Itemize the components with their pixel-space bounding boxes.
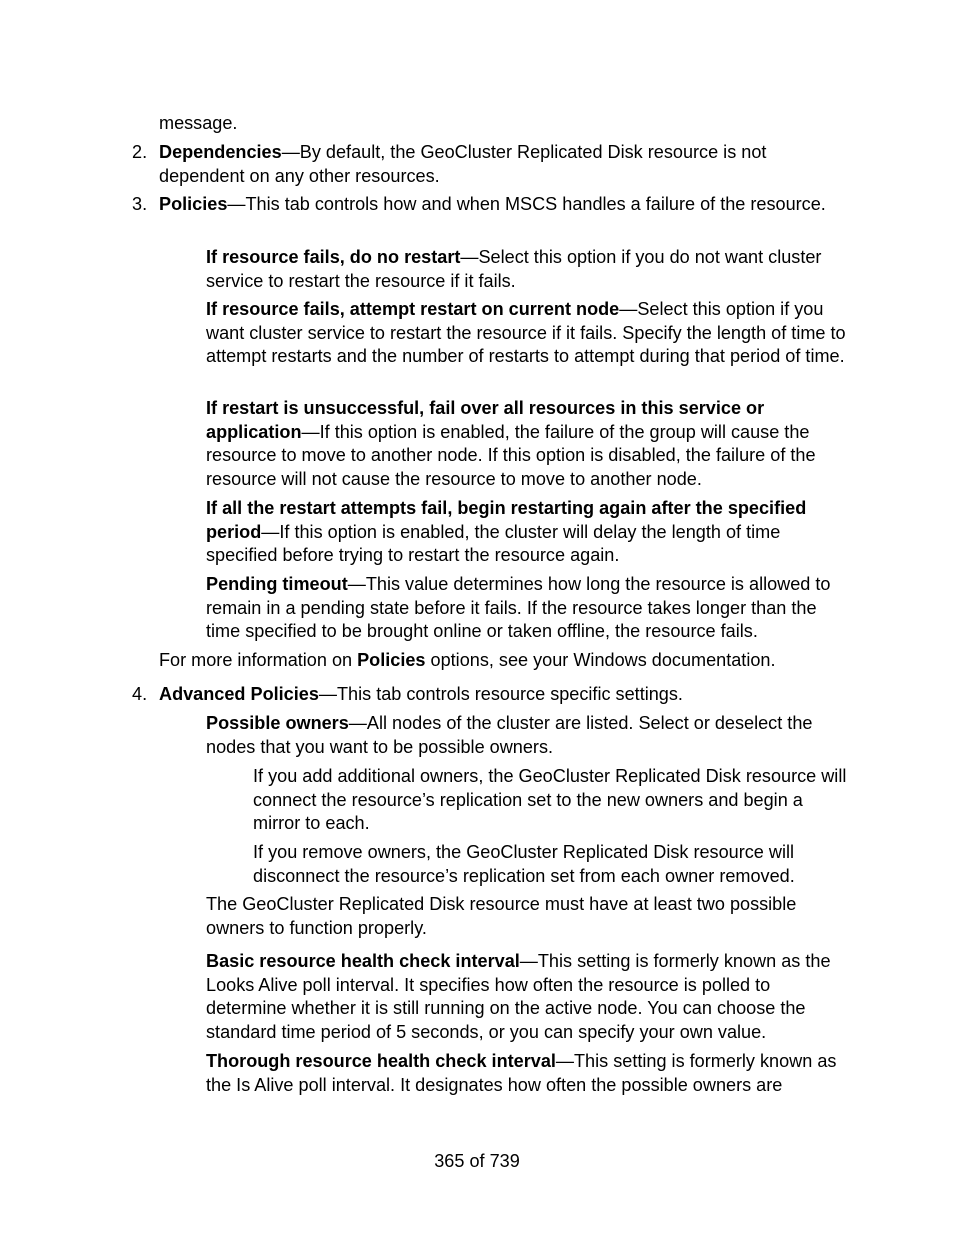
possible-owners: [206, 712, 846, 759]
setting-title: Thorough resource health check interval: [206, 1051, 556, 1071]
policy-title: If all the restart attempts fail, begin restarting again after the specified period: [206, 498, 807, 542]
item-title: Policies: [159, 194, 228, 214]
policy-text: —If this option is enabled, the failure of the group will cause the resource to move to another node. If this option is disabled, the failure of the resource will not cause the resource to move to another node.: [206, 421, 816, 489]
item-text: —By default, the GeoCluster Replicated Disk resource is not dependent on any other resources.: [159, 142, 767, 186]
policy-text: —Select this option if you do not want cluster service to restart the resource if it fails.: [206, 247, 822, 291]
policy-title: If resource fails, attempt restart on current node: [206, 299, 620, 319]
setting-text: —This setting is formerly known as the Is Alive poll interval. It designates how often the possible owners are: [206, 1051, 837, 1095]
more-info: For more information on Policies options, see your Windows documentation.: [159, 650, 776, 670]
thorough-health-check: [206, 1050, 846, 1097]
list-item-dependencies: [159, 141, 849, 188]
list-item-advanced-policies: [159, 683, 849, 707]
list-number: 4.: [132, 684, 148, 704]
item-text: —This tab controls how and when MSCS handles a failure of the resource.: [227, 194, 826, 214]
policy-no-restart: [206, 246, 846, 293]
setting-title: Possible owners: [206, 713, 349, 733]
policy-text: —This value determines how long the resource is allowed to remain in a pending state before it fails. If the resource takes longer than the time specified to be brought online or taken offline, the resource fails.: [206, 574, 831, 642]
policy-title: If resource fails, do no restart: [206, 247, 461, 267]
owner-note-add: If you add additional owners, the GeoCluster Replicated Disk resource will connect the resource’s replication set to the new owners and begin a mirror to each.: [253, 766, 847, 834]
setting-title: Basic resource health check interval: [206, 951, 520, 971]
item-title: Dependencies: [159, 142, 282, 162]
policy-title: If restart is unsuccessful, fail over all resources in this service or application: [206, 398, 765, 442]
list-item-policies: [159, 193, 849, 217]
policy-fail-over: [206, 397, 846, 491]
min-owners-note: The GeoCluster Replicated Disk resource must have at least two possible owners to function properly.: [206, 894, 797, 938]
list-number: 3.: [132, 194, 148, 214]
page-number: 365 of 739: [434, 1151, 520, 1171]
intro-tail: message.: [159, 113, 238, 133]
more-info-bold: Policies: [357, 650, 426, 670]
item-title: Advanced Policies: [159, 684, 319, 704]
policy-pending-timeout: [206, 573, 846, 644]
basic-health-check: [206, 950, 846, 1044]
item-text: —This tab controls resource specific settings.: [318, 684, 683, 704]
policy-text: —If this option is enabled, the cluster will delay the length of time specified before trying to restart the resource again.: [206, 521, 781, 566]
setting-text: —All nodes of the cluster are listed. Select or deselect the nodes that you want to be possible owners.: [206, 713, 813, 757]
policy-restart-current-node: [206, 298, 846, 369]
setting-text: —This setting is formerly known as the Looks Alive poll interval. It specifies how often the resource is polled to determine whether it is still running on the active node. You can choose the standard time period of 5 seconds, or you can specify your own value.: [206, 951, 831, 1042]
policy-title: Pending timeout: [206, 574, 348, 594]
list-number: 2.: [132, 142, 148, 162]
policy-text: —Select this option if you want cluster service to restart the resource if it fails. Specify the length of time to attempt restarts and the number of restarts to attempt during that period of time.: [206, 299, 846, 367]
policy-restart-after-period: [206, 497, 846, 568]
owner-note-remove: If you remove owners, the GeoCluster Replicated Disk resource will disconnect the resource’s replication set from each owner removed.: [253, 842, 795, 886]
